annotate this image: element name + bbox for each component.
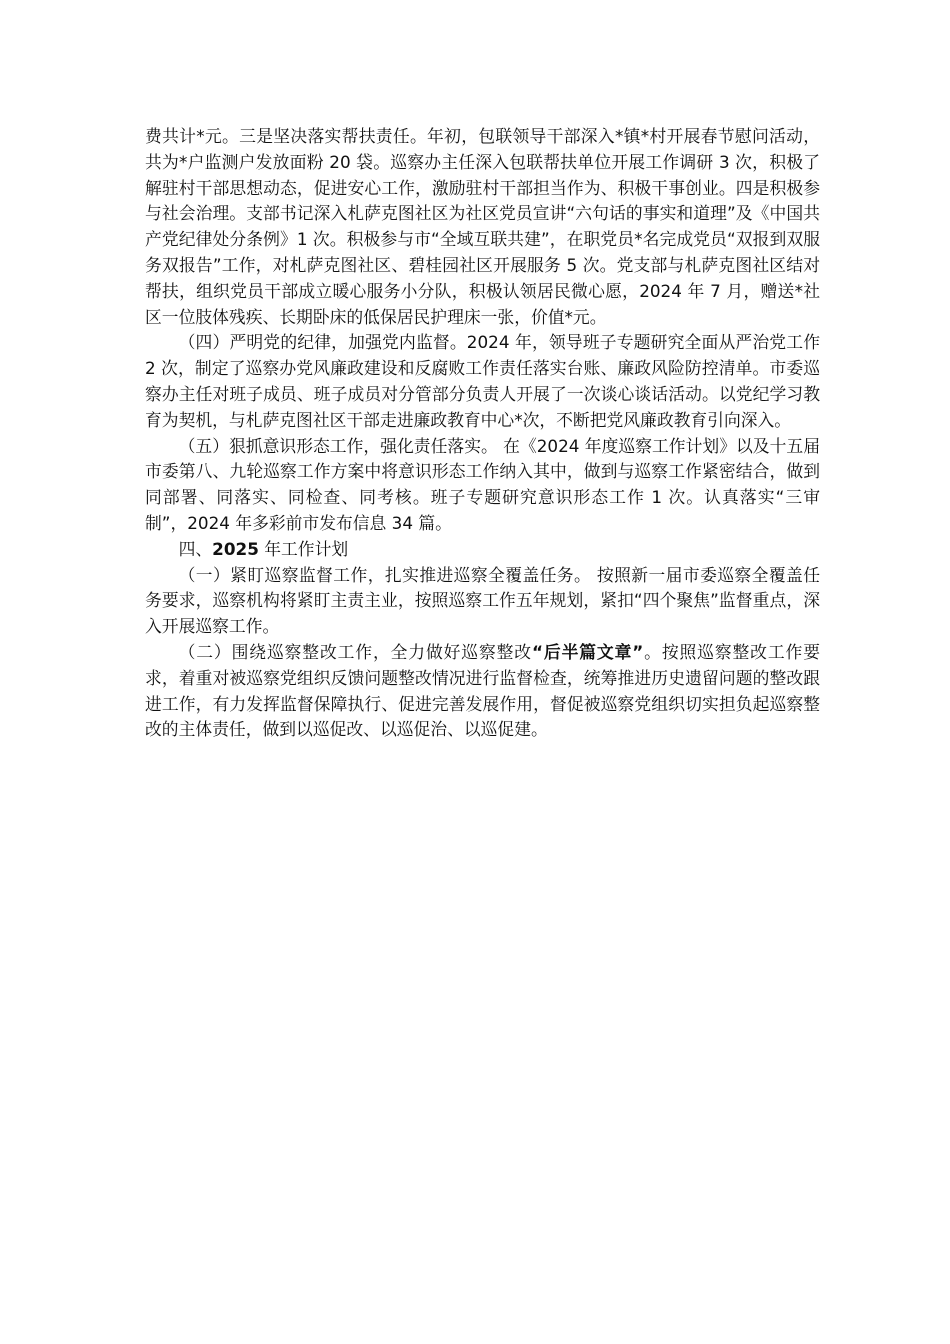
paragraph-plan-rectification — [145, 640, 820, 743]
rectification-text-bold: “后半篇文章” — [531, 641, 644, 662]
paragraph-discipline: （四）严明党的纪律，加强党内监督。2024 年，领导班子专题研究全面从严治党工作 2 次，制定了巡察办党风廉政建设和反腐败工作责任落实台账、廉政风险防控清单。市委巡察办主任对班子成员、班子成员对分管部分负责人开展了一次谈心谈话活动。以党纪学习教育为契机，与札萨克图社区干部走进廉政教育中心*次，不断把党风廉政教育引向深入。 — [145, 332, 820, 430]
section-heading — [145, 537, 820, 563]
section-heading-prefix: 四、 — [178, 538, 213, 559]
paragraph-plan-supervision: （一）紧盯巡察监督工作，扎实推进巡察全覆盖任务。 按照新一届市委巡察全覆盖任务要求，巡察机构将紧盯主责主业，按照巡察工作五年规划，紧扣“四个聚焦”监督重点，深入开展巡察工作。 — [145, 564, 820, 637]
section-heading-year: 2025 — [212, 538, 259, 559]
document-body — [145, 124, 820, 743]
paragraph-ideology: （五）狠抓意识形态工作，强化责任落实。 在《2024 年度巡察工作计划》以及十五届市委第八、九轮巡察工作方案中将意识形态工作纳入其中，做到与巡察工作紧密结合，做到同部署、同落实、同检查、同考核。班子专题研究意识形态工作 1 次。认真落实“三审制”，2024 年多彩前市发布信息 34 篇。 — [145, 435, 820, 533]
section-heading-suffix: 年工作计划 — [258, 538, 349, 559]
paragraph-continuation: 费共计*元。三是坚决落实帮扶责任。年初，包联领导干部深入*镇*村开展春节慰问活动，共为*户监测户发放面粉 20 袋。巡察办主任深入包联帮扶单位开展工作调研 3 次，积极了解驻村干部思想动态，促进安心工作，激励驻村干部担当作为、积极干事创业。四是积极参与社会治理。支部书记深入札萨克图社区为社区党员宣讲“六句话的事实和道理”及《中国共产党纪律处分条例》1 次。积极参与市“全域互联共建”，在职党员*名完成党员“双报到双服务双报告”工作，对札萨克图社区、碧桂园社区开展服务 5 次。党支部与札萨克图社区结对帮扶，组织党员干部成立暖心服务小分队，积极认领居民微心愿，2024 年 7 月，赠送*社区一位肢体残疾、长期卧床的低保居民护理床一张，价值*元。 — [145, 126, 820, 327]
rectification-text-after: 。按照巡察整改工作要求，着重对被巡察党组织反馈问题整改情况进行监督检查，统筹推进历史遗留问题的整改跟进工作，有力发挥监督保障执行、促进完善发展作用，督促被巡察党组织切实担负起巡察整改的主体责任，做到以巡促改、以巡促治、以巡促建。 — [145, 641, 820, 740]
rectification-text-before: （二）围绕巡察整改工作，全力做好巡察整改 — [178, 641, 532, 662]
